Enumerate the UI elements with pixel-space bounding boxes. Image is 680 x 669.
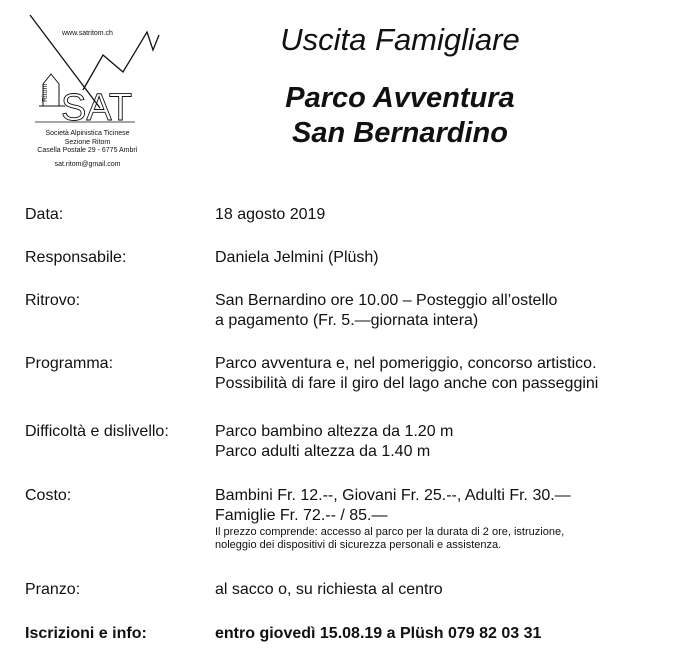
value-line: Parco adulti altezza da 1.40 m xyxy=(215,443,431,460)
cost-note: Il prezzo comprende: accesso al parco per la durata di 2 ore, istruzione, xyxy=(215,526,565,538)
value-line: Parco avventura e, nel pomeriggio, concorso artistico. xyxy=(215,355,597,372)
logo-letters: SAT xyxy=(61,87,133,129)
row-value xyxy=(215,291,557,331)
value-line: Famiglie Fr. 72.-- / 85.— xyxy=(215,507,388,524)
page-subtitle xyxy=(200,81,600,151)
cost-note: noleggio dei dispositivi di sicurezza personali e assistenza. xyxy=(215,539,502,551)
row-value xyxy=(215,354,598,394)
row-label: Difficoltà e dislivello: xyxy=(25,423,169,440)
value-line: Parco bambino altezza da 1.20 m xyxy=(215,423,454,440)
page-title: Uscita Famigliare xyxy=(280,22,520,57)
row-value: 18 agosto 2019 xyxy=(215,206,326,223)
value-line: San Bernardino ore 10.00 – Posteggio all’ostello xyxy=(215,292,558,309)
value-line: Bambini Fr. 12.--, Giovani Fr. 25.--, Adulti Fr. 30.— xyxy=(215,487,571,504)
row-label: Data: xyxy=(25,206,64,223)
row-label: Iscrizioni e info: xyxy=(25,625,147,642)
sat-logo xyxy=(25,10,170,175)
value-line: a pagamento (Fr. 5.—giornata intera) xyxy=(215,312,479,329)
row-label: Responsabile: xyxy=(25,249,127,266)
org-line: Casella Postale 29 - 6775 Ambrì xyxy=(37,147,138,154)
row-label: Pranzo: xyxy=(25,581,81,598)
org-line: Sezione Ritom xyxy=(64,138,111,146)
org-line: Società Alpinistica Ticinese xyxy=(45,130,130,137)
row-label: Ritrovo: xyxy=(25,292,81,309)
logo-vertical-text: Ritom xyxy=(42,83,49,102)
row-label: Costo: xyxy=(25,487,72,504)
row-value: Daniela Jelmini (Plüsh) xyxy=(215,249,379,266)
row-value xyxy=(215,422,453,462)
row-value: entro giovedì 15.08.19 a Plüsh 079 82 03 31 xyxy=(215,625,542,642)
row-label: Programma: xyxy=(25,355,114,372)
row-value xyxy=(215,486,571,552)
value-line: Possibilità di fare il giro del lago anche con passeggini xyxy=(215,375,599,392)
logo-org-text xyxy=(25,130,150,169)
logo-url: www.satritom.ch xyxy=(62,30,113,37)
subtitle-line: Parco Avventura xyxy=(285,82,515,114)
mountain-logo-icon xyxy=(25,10,170,135)
subtitle-line: San Bernardino xyxy=(292,117,508,149)
logo-email: sat.ritom@gmail.com xyxy=(54,160,121,168)
row-value: al sacco o, su richiesta al centro xyxy=(215,581,443,598)
